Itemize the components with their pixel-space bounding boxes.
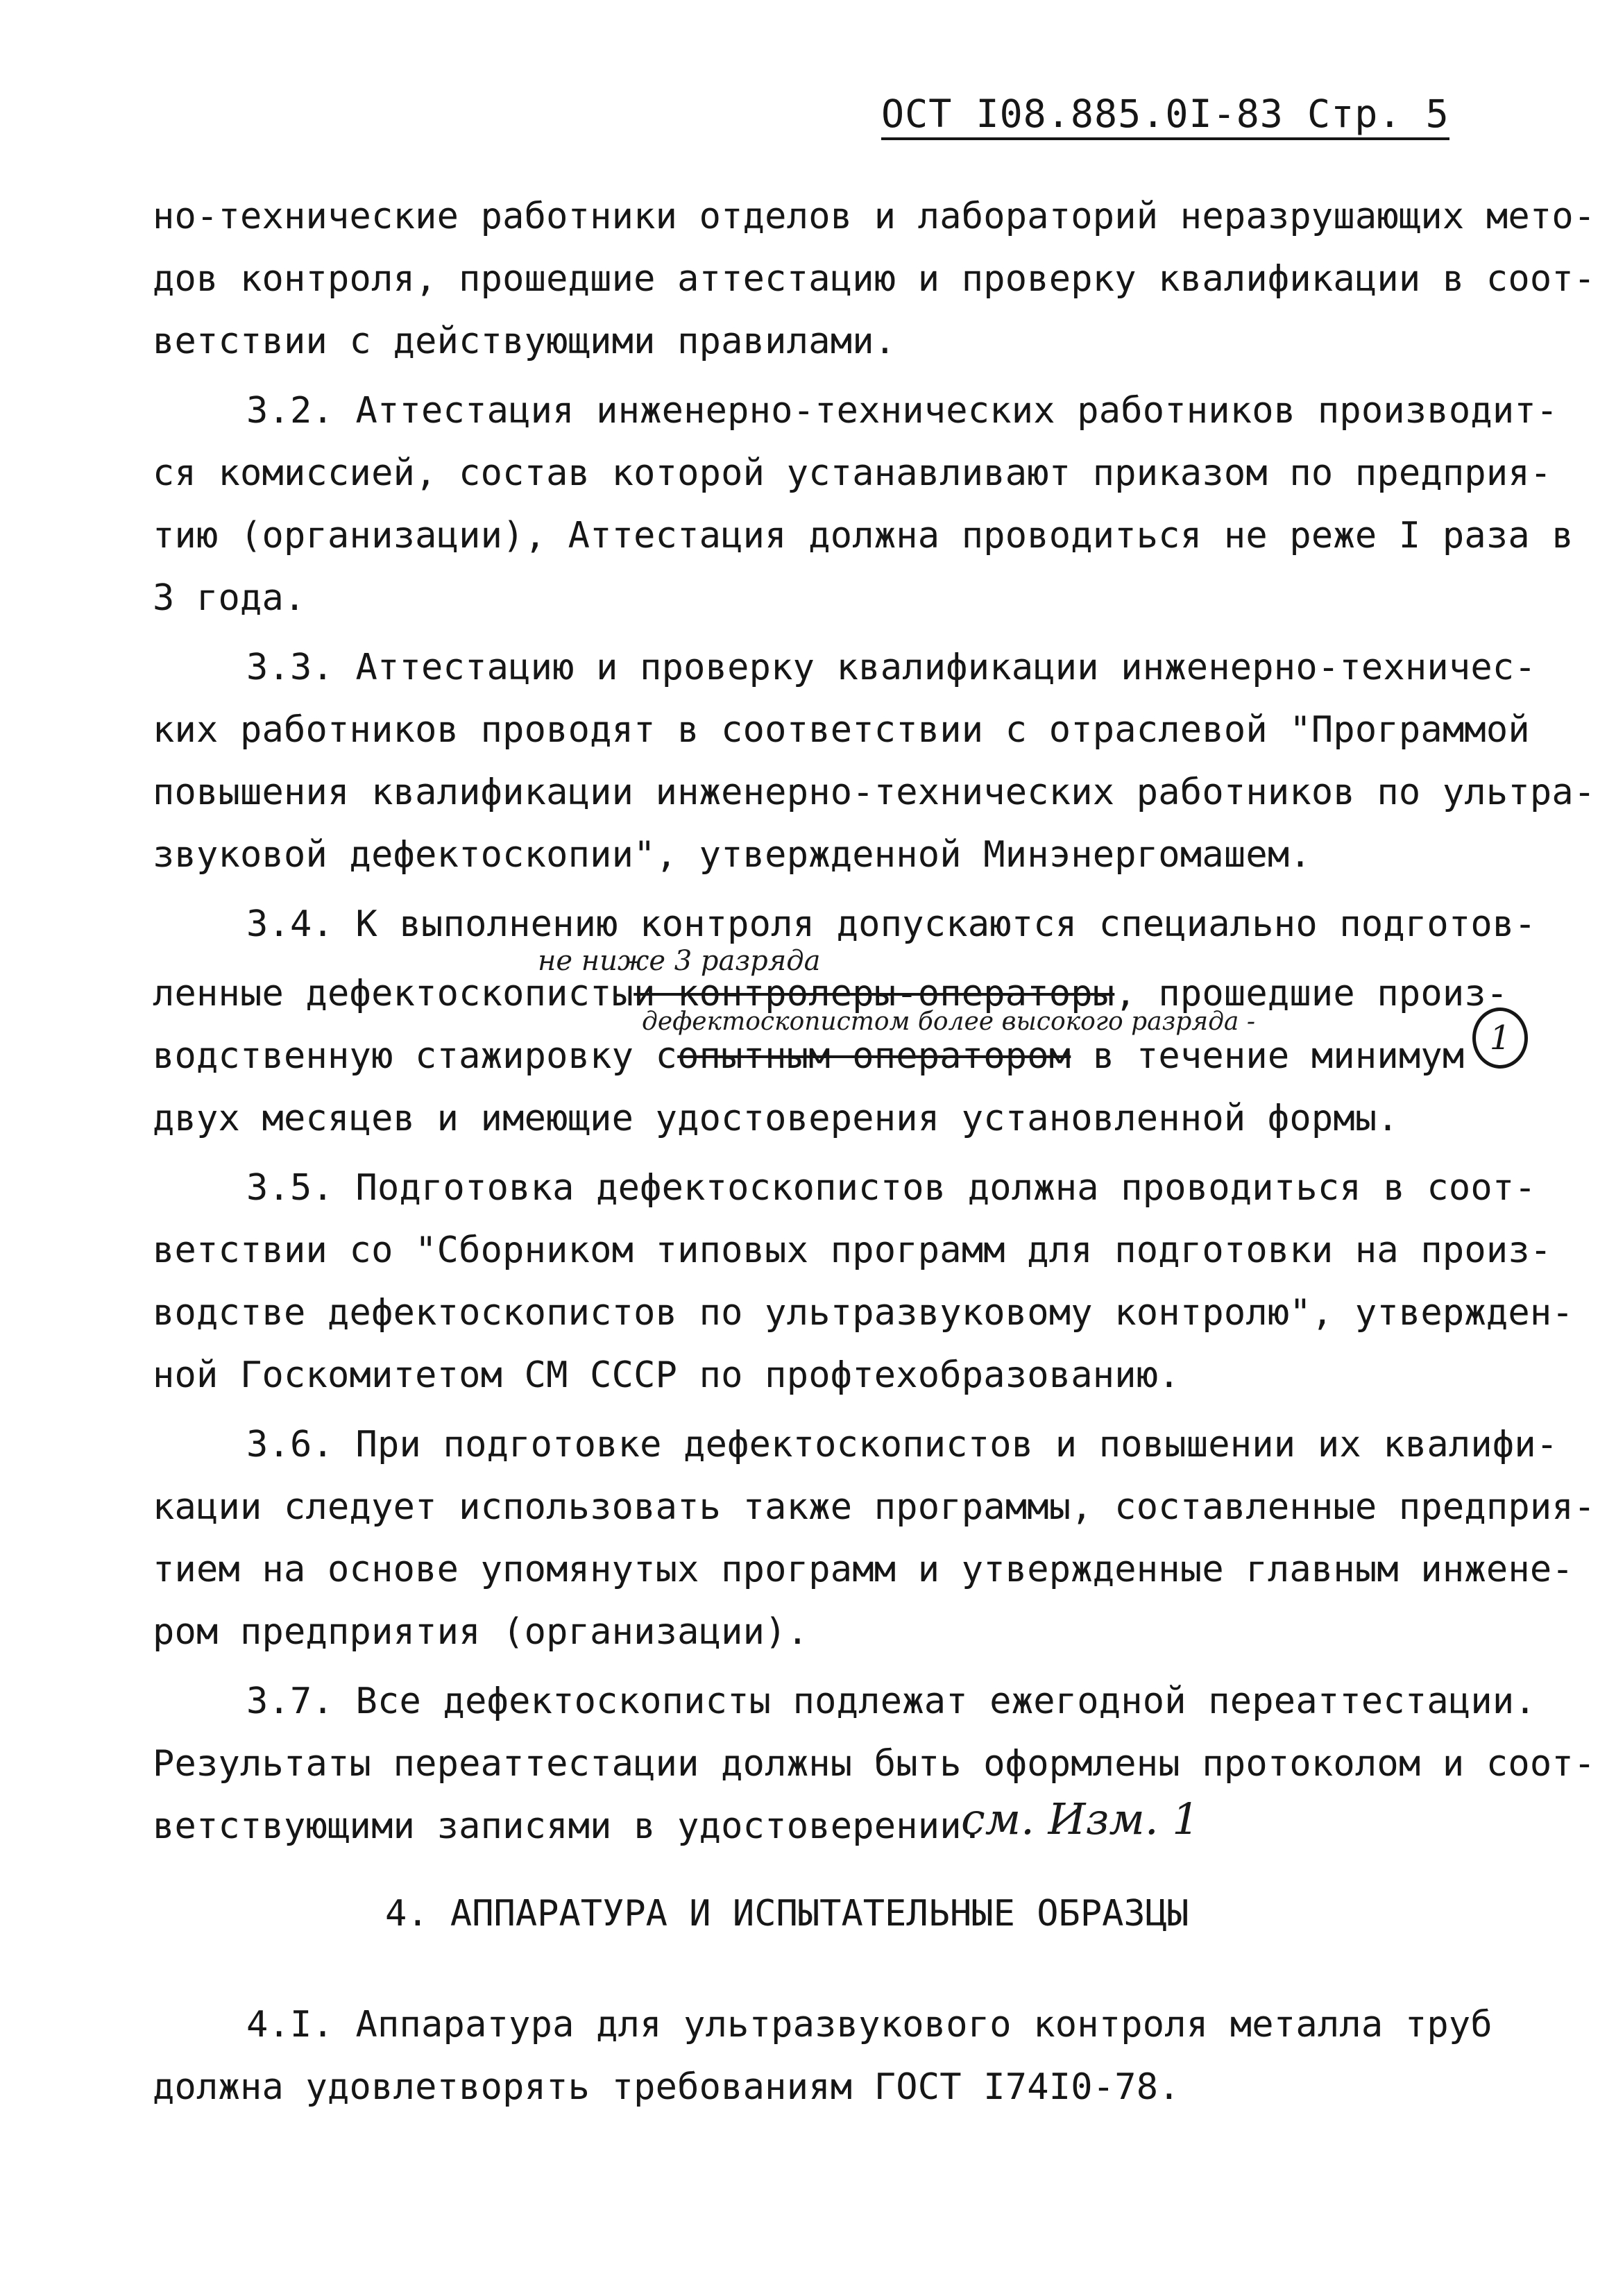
paragraph-3-7-start: 3.7. Все дефектоскописты подлежат ежегодной переаттестации.	[246, 1681, 1536, 1722]
paragraph-3-2-start: 3.2. Аттестация инженерно-технических работников производит-	[246, 390, 1558, 432]
text-line: ветствующими записями в удостоверении.	[153, 1805, 984, 1847]
text-line: звуковой дефектоскопии", утвержденной Минэнергомашем.	[153, 834, 1311, 876]
text-line: Результаты переаттестации должны быть оформлены протоколом и соот-	[153, 1743, 1596, 1785]
text-line: но-технические работники отделов и лабораторий неразрушающих мето-	[153, 196, 1596, 237]
text-line: тию (организации), Аттестация должна проводиться не реже I раза в	[153, 515, 1574, 556]
text-line: ся комиссией, состав которой устанавливают приказом по предприя-	[153, 452, 1552, 494]
text-segment: ленные дефектоскописты	[153, 973, 634, 1014]
text-line: 3 года.	[153, 577, 306, 619]
handwritten-insertion-rank: не ниже 3 разряда	[538, 945, 821, 977]
struck-text: опытным оператором	[677, 1035, 1071, 1077]
text-line: ких работников проводят в соответствии с отраслевой "Программой	[153, 709, 1530, 751]
text-line: двух месяцев и имеющие удостоверения установленной формы.	[153, 1098, 1399, 1139]
text-line: повышения квалификации инженерно-технических работников по ультра-	[153, 772, 1596, 813]
text-line: водстве дефектоскопистов по ультразвуковому контролю", утвержден-	[153, 1292, 1574, 1334]
paragraph-3-3-start: 3.3. Аттестацию и проверку квалификации инженерно-техничес-	[246, 647, 1536, 688]
section-heading: 4. АППАРАТУРА И ИСПЫТАТЕЛЬНЫЕ ОБРАЗЦЫ	[385, 1893, 1189, 1934]
paragraph-3-6-start: 3.6. При подготовке дефектоскопистов и повышении их квалифи-	[246, 1424, 1558, 1465]
text-segment: в течение минимум	[1071, 1035, 1465, 1077]
text-line: ной Госкомитетом СМ СССР по профтехобразованию.	[153, 1354, 1180, 1396]
edited-line	[153, 1035, 1464, 1077]
text-line: ветствии с действующими правилами.	[153, 321, 896, 362]
text-line: дов контроля, прошедшие аттестацию и проверку квалификации в соот-	[153, 258, 1596, 300]
paragraph-3-4-start: 3.4. К выполнению контроля допускаются специально подготов-	[246, 903, 1536, 945]
struck-text: и контролеры-операторы	[633, 973, 1115, 1014]
text-segment: водственную стажировку с	[153, 1035, 678, 1077]
paragraph-4-1-start: 4.I. Аппаратура для ультразвукового контроля металла труб	[246, 2004, 1492, 2046]
text-line: тием на основе упомянутых программ и утвержденные главным инжене-	[153, 1549, 1574, 1590]
text-line: ветствии со "Сборником типовых программ для подготовки на произ-	[153, 1230, 1552, 1271]
text-segment: , прошедшие произ-	[1114, 973, 1508, 1014]
handwritten-insertion-operator: дефектоскопистом более высокого разряда -	[642, 1007, 1256, 1036]
text-line: ром предприятия (организации).	[153, 1611, 809, 1653]
page-header: ОСТ I08.885.0I-83 Стр. 5	[881, 92, 1449, 140]
paragraph-3-5-start: 3.5. Подготовка дефектоскопистов должна проводиться в соот-	[246, 1167, 1536, 1209]
handwritten-change-reference: см. Изм. 1	[961, 1794, 1200, 1844]
text-line: должна удовлетворять требованиям ГОСТ I74I0-78.	[153, 2066, 1180, 2108]
text-line: кации следует использовать также программы, составленные предприя-	[153, 1486, 1596, 1528]
circled-change-number: 1	[1472, 1007, 1528, 1069]
